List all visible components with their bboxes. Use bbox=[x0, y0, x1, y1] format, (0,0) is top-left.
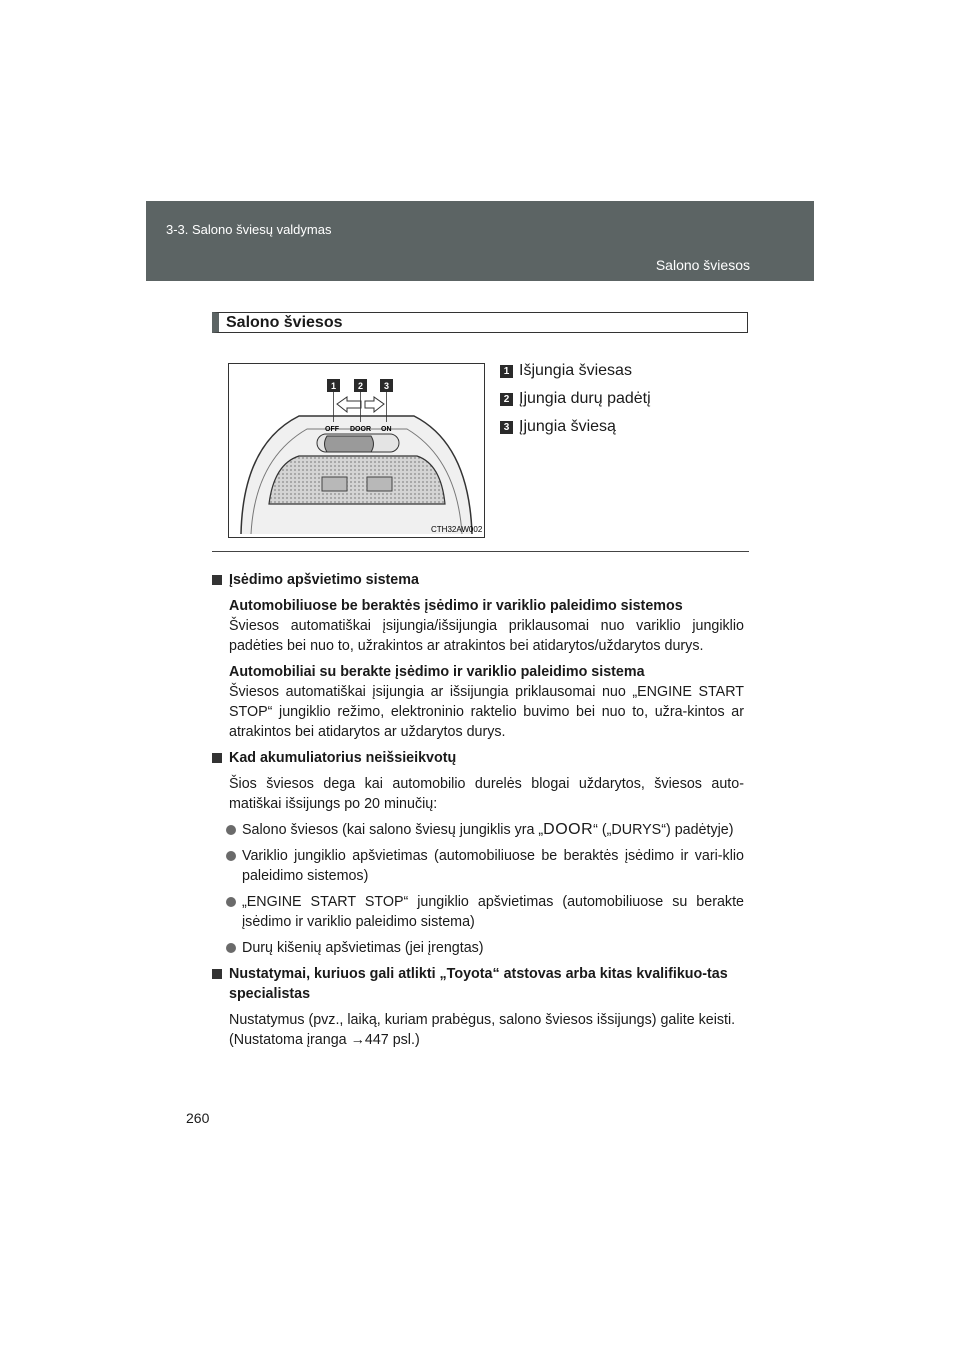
chapter-section: 3-3. Salono šviesų valdymas bbox=[166, 222, 332, 237]
square-bullet-icon bbox=[212, 969, 222, 979]
page-reference: (Nustatoma įranga →447 psl.) bbox=[229, 1032, 420, 1048]
square-bullet-icon bbox=[212, 575, 222, 585]
chapter-topic: Salono šviesos bbox=[655, 257, 750, 273]
number-badge: 3 bbox=[500, 421, 513, 434]
marker-2: 2 bbox=[357, 381, 364, 391]
legend-item bbox=[500, 414, 651, 440]
subheading-keyless-none: Automobiliuose be beraktės įsėdimo ir variklio paleidimo sistemos bbox=[229, 598, 683, 614]
switch-label-off: OFF bbox=[325, 426, 339, 433]
marker-1: 1 bbox=[330, 381, 337, 391]
legend-list bbox=[500, 358, 651, 442]
round-bullet-icon bbox=[226, 851, 236, 861]
bullet-text: “ („DURYS“) padėtyje) bbox=[593, 822, 734, 838]
paragraph: Šviesos automatiškai įsijungia ar išsijungia priklausomai nuo „ENGINE START STOP“ jungiklio režimo, elektroninio raktelio buvimo bei nuo to, užra-kintos ar atrakintos bei atidarytos ar uždarytos durys. bbox=[229, 684, 744, 740]
interior-light-drawing bbox=[229, 364, 484, 537]
illustration-interior-light bbox=[228, 363, 485, 538]
number-badge: 1 bbox=[500, 365, 513, 378]
round-bullet-icon bbox=[226, 943, 236, 953]
paragraph: Nustatymus (pvz., laiką, kuriam prabėgus, salono šviesos išsijungs) galite keisti. bbox=[229, 1012, 736, 1028]
list-item bbox=[212, 820, 744, 840]
section-heading-text: Kad akumuliatorius neišsieikvotų bbox=[229, 750, 457, 766]
square-bullet-icon bbox=[212, 753, 222, 763]
section-heading-text: Įsėdimo apšvietimo sistema bbox=[229, 572, 419, 588]
section-heading-text: Nustatymai, kuriuos gali atlikti „Toyota“ atstovas arba kitas kvalifikuo-tas specialistas bbox=[229, 966, 728, 1002]
legend-item bbox=[500, 386, 651, 412]
number-badge: 2 bbox=[500, 393, 513, 406]
bullet-text: Durų kišenių apšvietimas (jei įrengtas) bbox=[242, 940, 484, 956]
paragraph: Šios šviesos dega kai automobilio durelės blogai uždarytos, šviesos auto-matiškai išsijungs po 20 minučių: bbox=[229, 776, 744, 812]
legend-item bbox=[500, 358, 651, 384]
switch-label-on: ON bbox=[381, 426, 392, 433]
door-label: DOOR bbox=[543, 821, 594, 838]
chapter-header bbox=[146, 201, 814, 281]
figure-code: CTH32AW002 bbox=[431, 525, 483, 534]
paragraph: Šviesos automatiškai įsijungia/išsijungia priklausomai nuo variklio jungiklio padėties bei nuo to, užrakintos ar atrakintos bei atidarytos/uždarytos durys. bbox=[229, 618, 744, 654]
section-heading-battery bbox=[212, 748, 744, 768]
bullet-text: „ENGINE START STOP“ jungiklio apšvietimas (automobiliuose su berakte įsėdimo ir variklio paleidimo sistema) bbox=[242, 894, 744, 930]
round-bullet-icon bbox=[226, 825, 236, 835]
marker-3: 3 bbox=[383, 381, 390, 391]
box-title: Salono šviesos bbox=[212, 312, 748, 333]
body-content bbox=[212, 570, 744, 1056]
list-item bbox=[212, 846, 744, 886]
page-number: 260 bbox=[186, 1110, 210, 1126]
subheading-keyless-with: Automobiliai su berakte įsėdimo ir variklio paleidimo sistema bbox=[229, 664, 645, 680]
switch-label-door: DOOR bbox=[350, 426, 371, 433]
legend-text: Išjungia šviesas bbox=[519, 362, 632, 379]
bullet-text: Salono šviesos (kai salono šviesų jungiklis yra „ bbox=[242, 822, 544, 838]
legend-text: Įjungia šviesą bbox=[519, 418, 616, 435]
round-bullet-icon bbox=[226, 897, 236, 907]
list-item bbox=[212, 938, 744, 958]
section-heading-entry bbox=[212, 570, 744, 590]
bullet-text: Variklio jungiklio apšvietimas (automobiliuose be beraktės įsėdimo ir vari-klio paleidimo sistemos) bbox=[242, 848, 744, 884]
divider bbox=[212, 551, 749, 552]
legend-text: Įjungia durų padėtį bbox=[519, 390, 651, 407]
list-item bbox=[212, 892, 744, 932]
section-heading-settings bbox=[212, 964, 744, 1004]
